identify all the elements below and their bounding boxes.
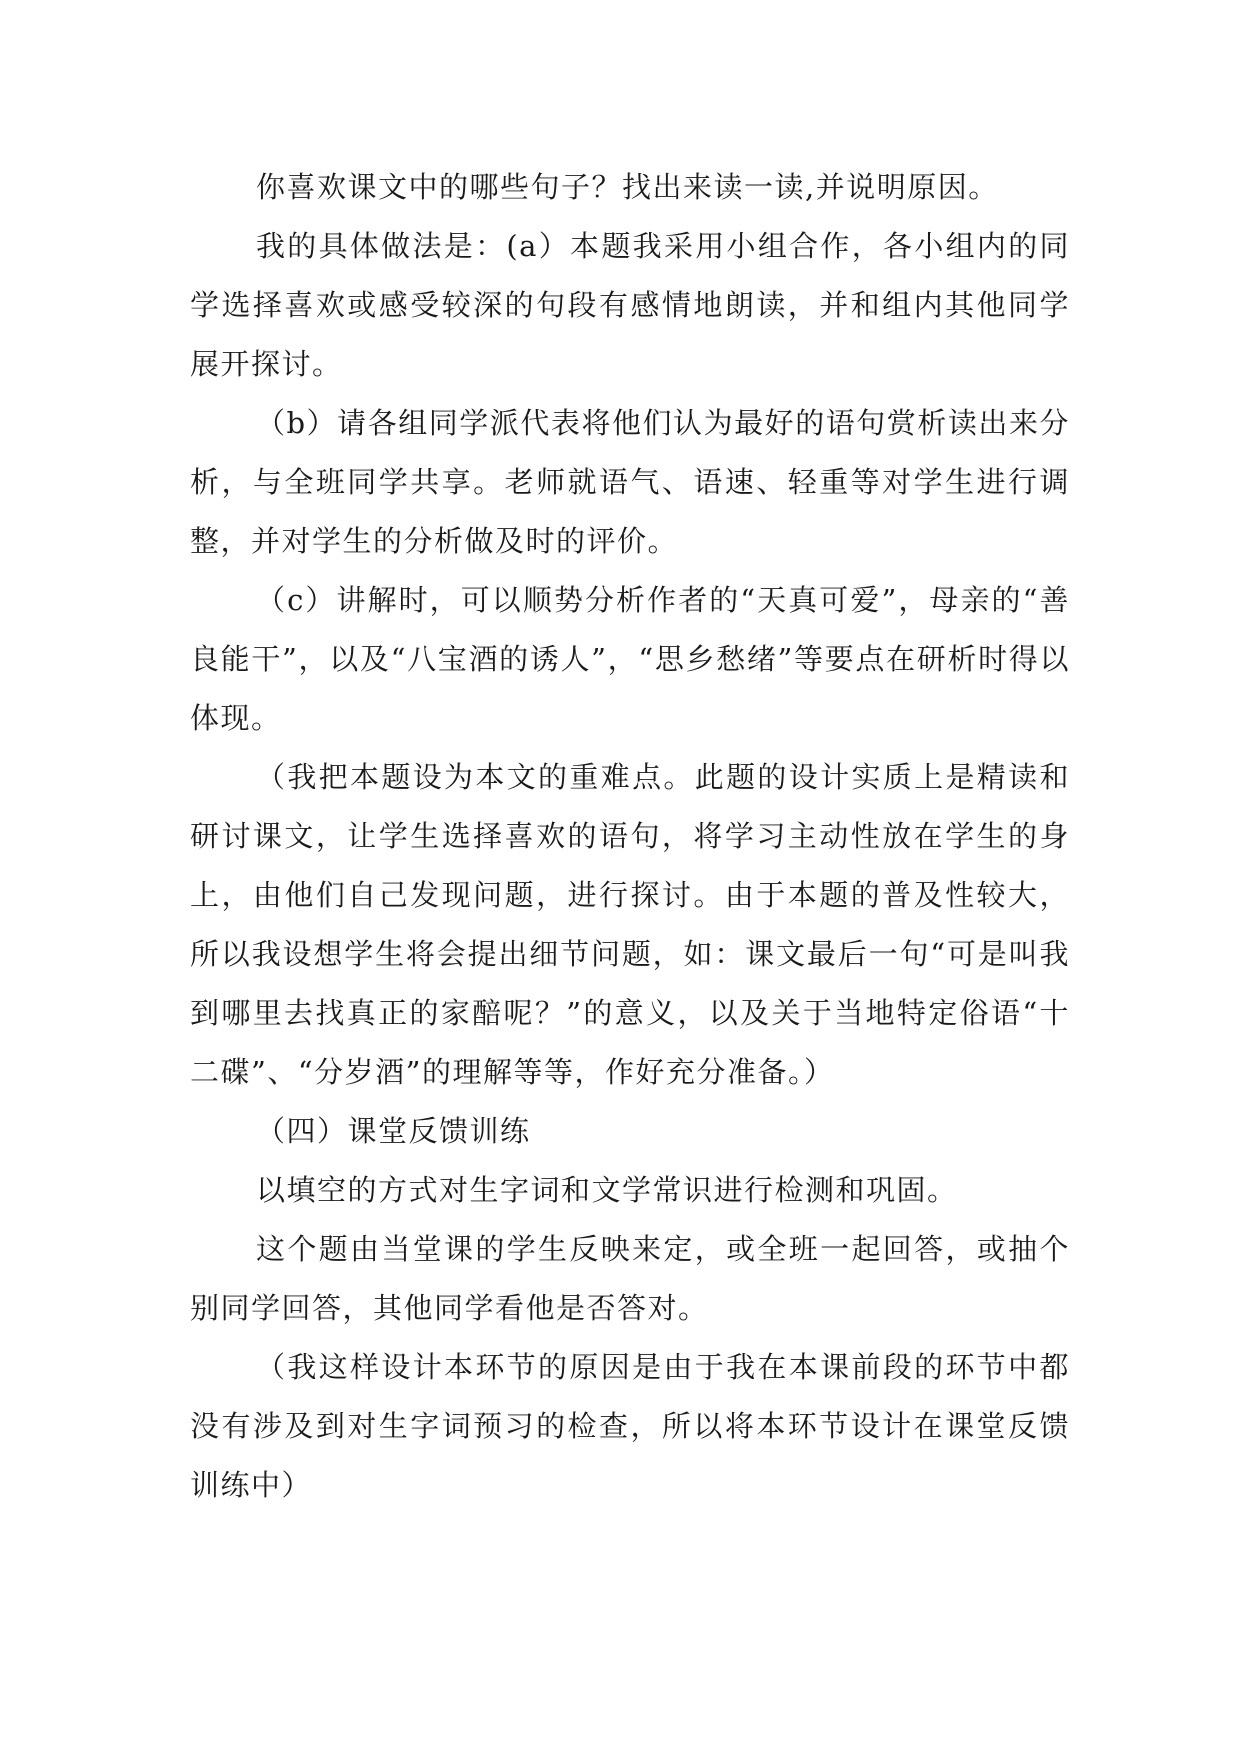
paragraph-method-a: 我的具体做法是：(a）本题我采用小组合作，各小组内的同学选择喜欢或感受较深的句段有感情地朗读，并和组内其他同学展开探讨。 [190,229,1070,381]
paragraph-method-b: （b）请各组同学派代表将他们认为最好的语句赏析读出来分析，与全班同学共享。老师就语气、语速、轻重等对学生进行调整，并对学生的分析做及时的评价。 [190,406,1070,558]
paragraph-method-c: （c）讲解时，可以顺势分析作者的“天真可爱”，母亲的“善良能干”，以及“八宝酒的诱人”，“思乡愁绪”等要点在研析时得以体现。 [190,583,1070,735]
body-text [190,158,1070,1515]
paragraph-answer-method: 这个题由当堂课的学生反映来定，或全班一起回答，或抽个别同学回答，其他同学看他是否答对。 [190,1232,1070,1325]
paragraph-design-note: （我把本题设为本文的重难点。此题的设计实质上是精读和研讨课文，让学生选择喜欢的语句，将学习主动性放在学生的身上，由他们自己发现问题，进行探讨。由于本题的普及性较大，所以我设想学生将会提出细节问题，如：课文最后一句“可是叫我到哪里去找真正的家醅呢？”的意义，以及关于当地特定俗语“十二碟”、“分岁酒”的理解等等，作好充分准备。） [190,760,1070,1089]
paragraph-fill-blank: 以填空的方式对生字词和文学常识进行检测和巩固。 [256,1173,958,1207]
section-heading-feedback: （四）课堂反馈训练 [256,1114,531,1148]
paragraph-question: 你喜欢课文中的哪些句子？找出来读一读,并说明原因。 [256,170,999,204]
paragraph-design-reason: （我这样设计本环节的原因是由于我在本课前段的环节中都没有涉及到对生字词预习的检查，所以将本环节设计在课堂反馈训练中） [190,1350,1070,1502]
